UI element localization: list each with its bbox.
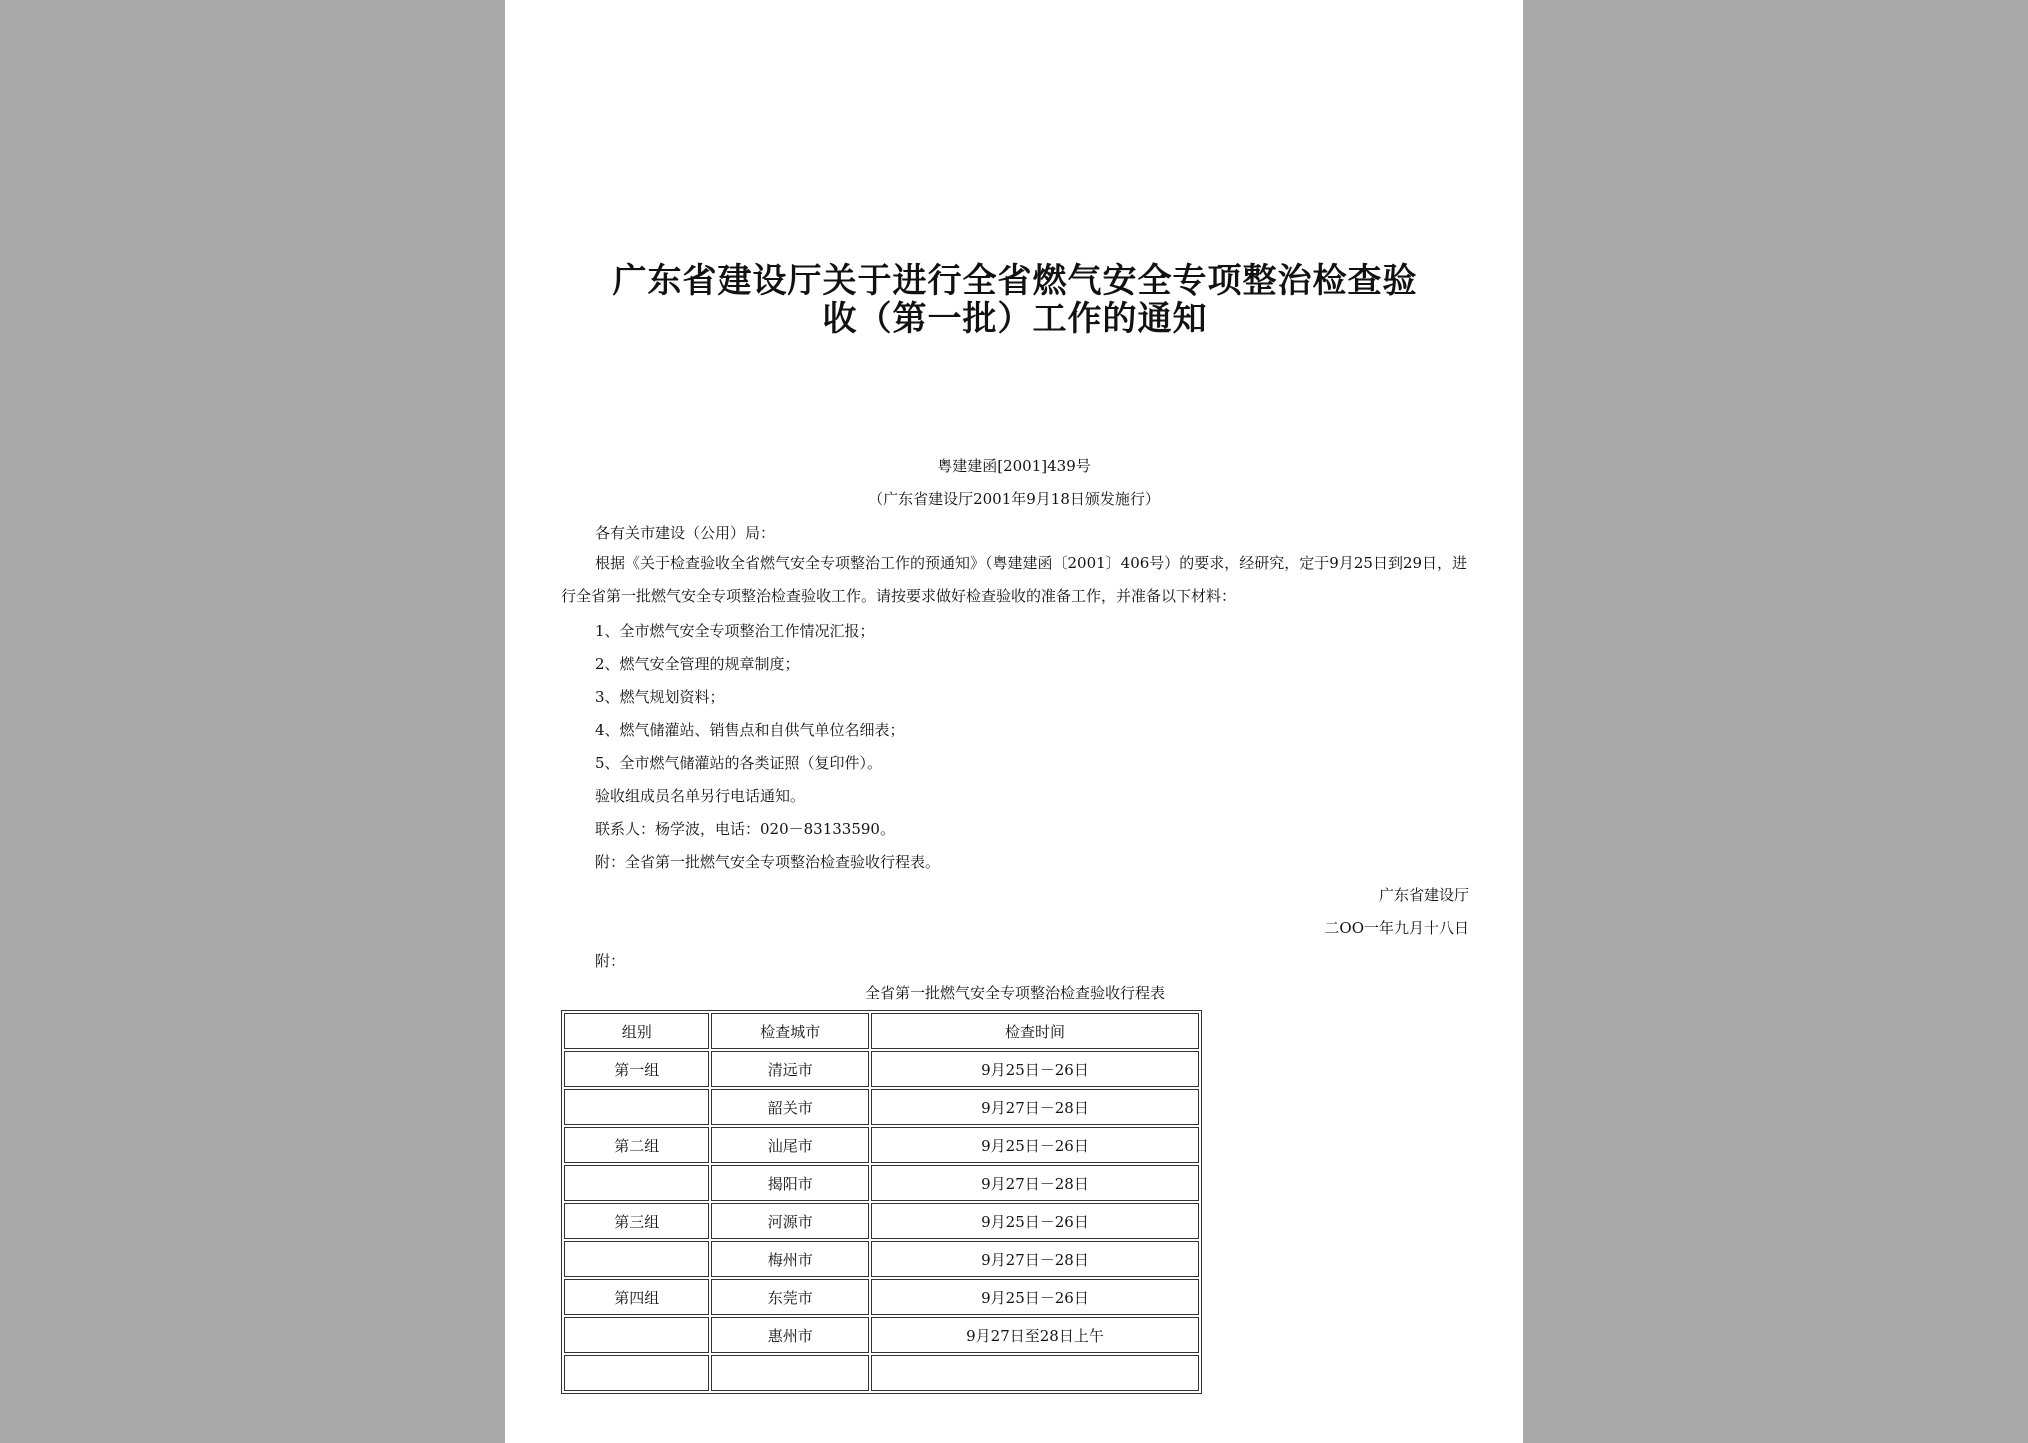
cell-time: 9月25日－26日 bbox=[871, 1127, 1199, 1163]
table-row bbox=[564, 1355, 1199, 1391]
schedule-table bbox=[561, 1010, 1202, 1394]
cell-time: 9月27日－28日 bbox=[871, 1089, 1199, 1125]
cell-group bbox=[564, 1317, 709, 1353]
cell-city: 清远市 bbox=[711, 1051, 868, 1087]
table-row bbox=[564, 1051, 1199, 1087]
document-page bbox=[505, 0, 1523, 1443]
table-header-row bbox=[564, 1013, 1199, 1049]
cell-city: 汕尾市 bbox=[711, 1127, 868, 1163]
header-time: 检查时间 bbox=[871, 1013, 1199, 1049]
attach-label: 附： bbox=[595, 952, 626, 970]
salutation: 各有关市建设（公用）局： bbox=[595, 524, 776, 542]
title-line-1: 广东省建设厅关于进行全省燃气安全专项整治检查验 bbox=[612, 261, 1418, 301]
table-row bbox=[564, 1127, 1199, 1163]
cell-group bbox=[564, 1089, 709, 1125]
cell-time: 9月25日－26日 bbox=[871, 1051, 1199, 1087]
signer: 广东省建设厅 bbox=[1378, 886, 1469, 904]
cell-city bbox=[711, 1355, 868, 1391]
list-item: 1、全市燃气安全专项整治工作情况汇报； bbox=[595, 622, 875, 640]
document-title bbox=[565, 262, 1465, 338]
cell-time: 9月25日－26日 bbox=[871, 1203, 1199, 1239]
cell-time bbox=[871, 1355, 1199, 1391]
cell-time: 9月25日－26日 bbox=[871, 1279, 1199, 1315]
issued-note: （广东省建设厅2001年9月18日颁发施行） bbox=[868, 490, 1160, 508]
cell-time: 9月27日至28日上午 bbox=[871, 1317, 1199, 1353]
cell-city: 惠州市 bbox=[711, 1317, 868, 1353]
table-row bbox=[564, 1317, 1199, 1353]
cell-group: 第一组 bbox=[564, 1051, 709, 1087]
cell-group bbox=[564, 1165, 709, 1201]
cell-city: 梅州市 bbox=[711, 1241, 868, 1277]
table-row bbox=[564, 1279, 1199, 1315]
header-city: 检查城市 bbox=[711, 1013, 868, 1049]
notice-members: 验收组成员名单另行电话通知。 bbox=[595, 787, 806, 805]
title-line-2: 收（第一批）工作的通知 bbox=[822, 299, 1208, 339]
list-item: 5、全市燃气储灌站的各类证照（复印件）。 bbox=[595, 754, 883, 772]
table-caption: 全省第一批燃气安全专项整治检查验收行程表 bbox=[865, 984, 1166, 1002]
main-paragraph: 根据《关于检查验收全省燃气安全专项整治工作的预通知》（粤建建函〔2001〕406号）的要求，经研究，定于9月25日到29日，进行全省第一批燃气安全专项整治检查验收工作。请按要求做好检查验收的准备工作，并准备以下材料： bbox=[561, 554, 1468, 605]
cell-time: 9月27日－28日 bbox=[871, 1241, 1199, 1277]
cell-time: 9月27日－28日 bbox=[871, 1165, 1199, 1201]
cell-group: 第二组 bbox=[564, 1127, 709, 1163]
table-row bbox=[564, 1165, 1199, 1201]
contact-line: 联系人：杨学波，电话：020－83133590。 bbox=[595, 820, 895, 838]
list-item: 2、燃气安全管理的规章制度； bbox=[595, 655, 800, 673]
cell-city: 揭阳市 bbox=[711, 1165, 868, 1201]
list-item: 3、燃气规划资料； bbox=[595, 688, 725, 706]
table-row bbox=[564, 1241, 1199, 1277]
table-row bbox=[564, 1203, 1199, 1239]
cell-group bbox=[564, 1241, 709, 1277]
header-group: 组别 bbox=[564, 1013, 709, 1049]
table-row bbox=[564, 1089, 1199, 1125]
cell-group: 第四组 bbox=[564, 1279, 709, 1315]
list-item: 4、燃气储灌站、销售点和自供气单位名细表； bbox=[595, 721, 905, 739]
date: 二OO一年九月十八日 bbox=[1324, 919, 1469, 937]
cell-group bbox=[564, 1355, 709, 1391]
cell-city: 河源市 bbox=[711, 1203, 868, 1239]
attachment-note: 附：全省第一批燃气安全专项整治检查验收行程表。 bbox=[595, 853, 941, 871]
cell-group: 第三组 bbox=[564, 1203, 709, 1239]
cell-city: 东莞市 bbox=[711, 1279, 868, 1315]
document-number: 粤建建函[2001]439号 bbox=[937, 457, 1091, 475]
cell-city: 韶关市 bbox=[711, 1089, 868, 1125]
